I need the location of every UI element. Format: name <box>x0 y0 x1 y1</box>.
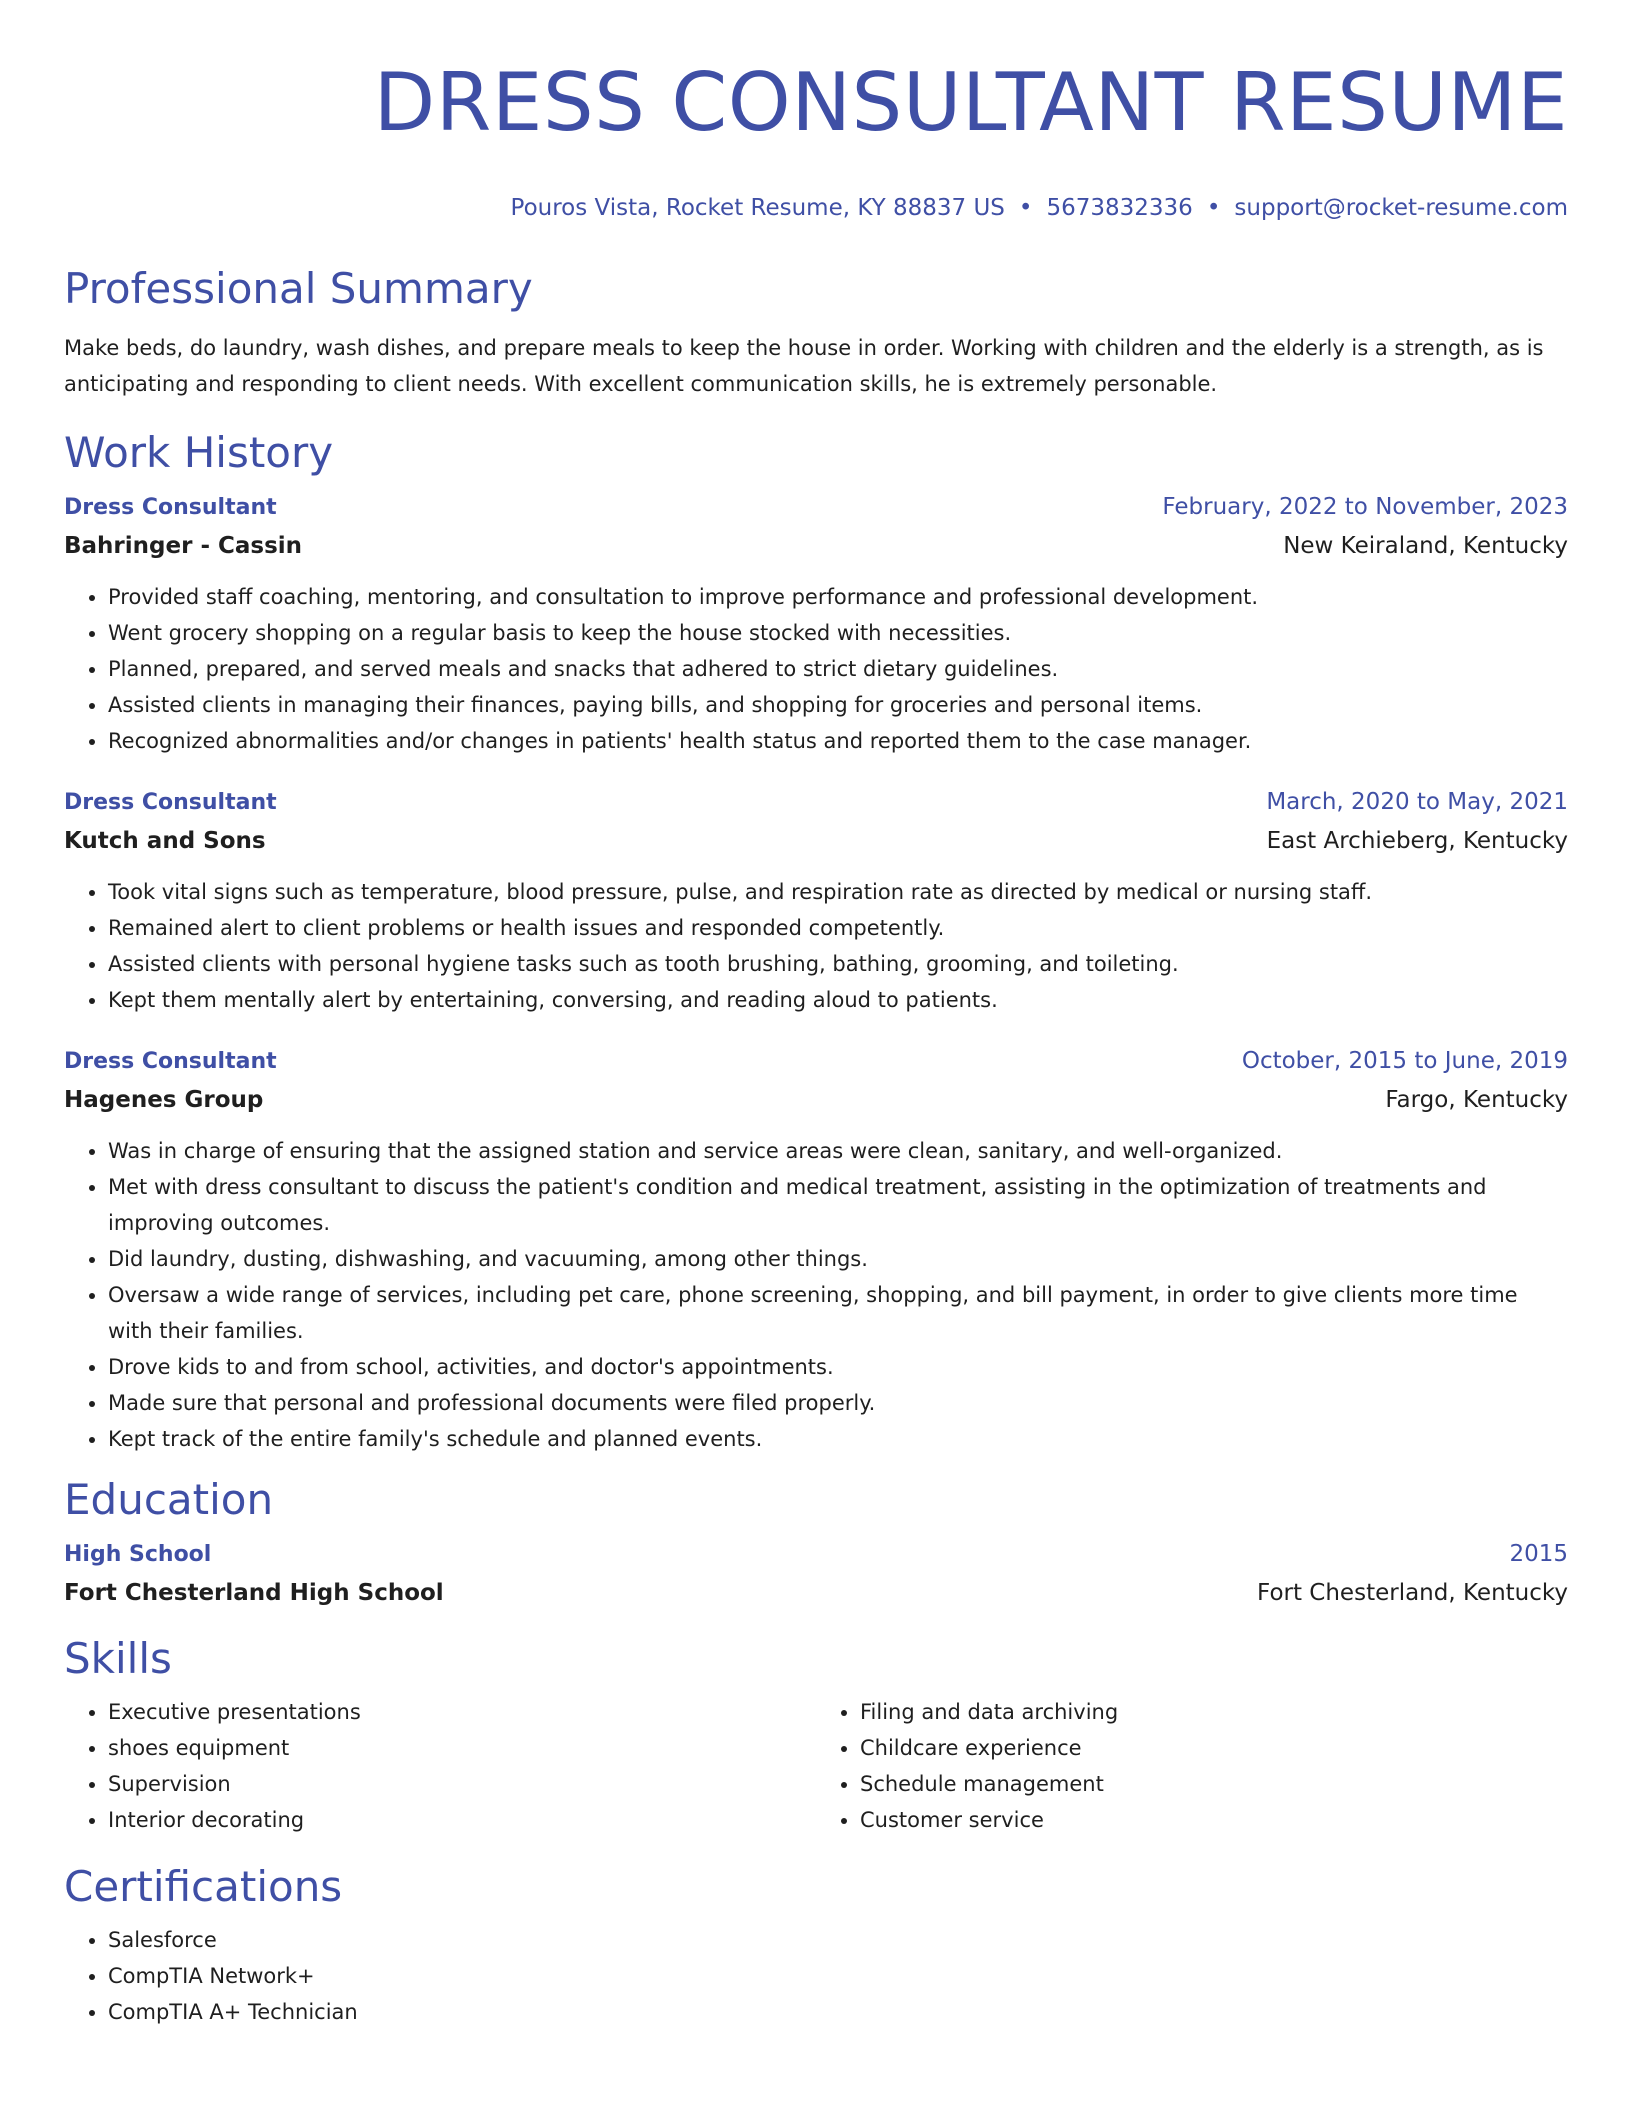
skill-item: • Executive presentations <box>108 1694 816 1730</box>
certification-item: • Salesforce <box>108 1922 1568 1958</box>
skill-item: • shoes equipment <box>108 1730 816 1766</box>
contact-email[interactable]: support@rocket-resume.com <box>1234 195 1568 221</box>
education-location: Fort Chesterland, Kentucky <box>1257 1580 1568 1606</box>
job-entry <box>64 1042 1568 1457</box>
skills-columns <box>64 1684 1568 1838</box>
contact-phone: 5673832336 <box>1046 195 1193 221</box>
job-title: Dress Consultant <box>64 495 277 520</box>
skill-item: • Childcare experience <box>860 1730 1568 1766</box>
skill-item: • Supervision <box>108 1766 816 1802</box>
job-duty: • Took vital signs such as temperature, blood pressure, pulse, and respiration rate as directed by medical or nursing staff. <box>108 874 1568 910</box>
summary-text: Make beds, do laundry, wash dishes, and prepare meals to keep the house in order. Working with children and the elderly is a strength, as is anticipating and responding to client needs. With excellent communication skills, he is extremely personable. <box>64 336 1544 396</box>
job-duty: • Went grocery shopping on a regular basis to keep the house stocked with necessities. <box>108 615 1568 651</box>
job-duty: • Recognized abnormalities and/or changes in patients' health status and reported them to the case manager. <box>108 723 1568 759</box>
job-title: Dress Consultant <box>64 1049 277 1074</box>
skills-list-right <box>816 1694 1568 1838</box>
certification-item: • CompTIA A+ Technician <box>108 1994 1568 2030</box>
summary-heading: Professional Summary <box>64 264 533 313</box>
skill-item: • Filing and data archiving <box>860 1694 1568 1730</box>
job-dates: March, 2020 to May, 2021 <box>1266 789 1568 815</box>
contact-line <box>64 194 1568 222</box>
resume-title: DRESS CONSULTANT RESUME <box>373 56 1568 149</box>
job-dates: October, 2015 to June, 2019 <box>1241 1048 1568 1074</box>
job-duty: • Made sure that personal and professional documents were filed properly. <box>108 1385 1568 1421</box>
job-duty: • Met with dress consultant to discuss the patient's condition and medical treatment, assisting in the optimization of treatments and improving outcomes. <box>108 1169 1568 1241</box>
skills-list-left <box>64 1694 816 1838</box>
resume-page <box>64 0 1568 2030</box>
job-company: Bahringer - Cassin <box>64 533 303 559</box>
job-duty: • Kept track of the entire family's schedule and planned events. <box>108 1421 1568 1457</box>
job-duties <box>64 1133 1568 1457</box>
job-dates: February, 2022 to November, 2023 <box>1162 494 1568 520</box>
contact-separator: • <box>1206 195 1221 221</box>
job-duty: • Did laundry, dusting, dishwashing, and vacuuming, among other things. <box>108 1241 1568 1277</box>
contact-address: Pouros Vista, Rocket Resume, KY 88837 US <box>510 195 1005 221</box>
job-duty: • Assisted clients in managing their finances, paying bills, and shopping for groceries and personal items. <box>108 687 1568 723</box>
job-company: Hagenes Group <box>64 1087 264 1113</box>
skill-item: • Customer service <box>860 1802 1568 1838</box>
contact-separator: • <box>1018 195 1033 221</box>
skill-item: • Interior decorating <box>108 1802 816 1838</box>
job-duty: • Assisted clients with personal hygiene tasks such as tooth brushing, bathing, grooming, and toileting. <box>108 946 1568 982</box>
education-degree: High School <box>64 1542 212 1567</box>
job-duty: • Oversaw a wide range of services, including pet care, phone screening, shopping, and bill payment, in order to give clients more time with their families. <box>108 1277 1568 1349</box>
job-duties <box>64 579 1568 759</box>
skill-item: • Schedule management <box>860 1766 1568 1802</box>
job-duty: • Planned, prepared, and served meals and snacks that adhered to strict dietary guidelines. <box>108 651 1568 687</box>
education-school: Fort Chesterland High School <box>64 1580 444 1606</box>
education-year: 2015 <box>1509 1541 1568 1567</box>
education-entry <box>64 1535 1568 1612</box>
job-title: Dress Consultant <box>64 790 277 815</box>
skills-heading: Skills <box>64 1634 172 1683</box>
job-location: New Keiraland, Kentucky <box>1283 533 1568 559</box>
education-heading: Education <box>64 1475 274 1524</box>
job-duty: • Was in charge of ensuring that the assigned station and service areas were clean, sanitary, and well-organized. <box>108 1133 1568 1169</box>
job-duty: • Kept them mentally alert by entertaining, conversing, and reading aloud to patients. <box>108 982 1568 1018</box>
job-entry <box>64 783 1568 1018</box>
work-history-heading: Work History <box>64 428 334 477</box>
certification-item: • CompTIA Network+ <box>108 1958 1568 1994</box>
job-duty: • Provided staff coaching, mentoring, and consultation to improve performance and professional development. <box>108 579 1568 615</box>
job-duties <box>64 874 1568 1018</box>
job-duty: • Drove kids to and from school, activities, and doctor's appointments. <box>108 1349 1568 1385</box>
job-entry <box>64 488 1568 759</box>
certifications-heading: Certifications <box>64 1862 343 1911</box>
job-company: Kutch and Sons <box>64 828 266 854</box>
job-duty: • Remained alert to client problems or health issues and responded competently. <box>108 910 1568 946</box>
job-location: Fargo, Kentucky <box>1385 1087 1568 1113</box>
certifications-list <box>64 1922 1568 2030</box>
job-location: East Archieberg, Kentucky <box>1266 828 1568 854</box>
